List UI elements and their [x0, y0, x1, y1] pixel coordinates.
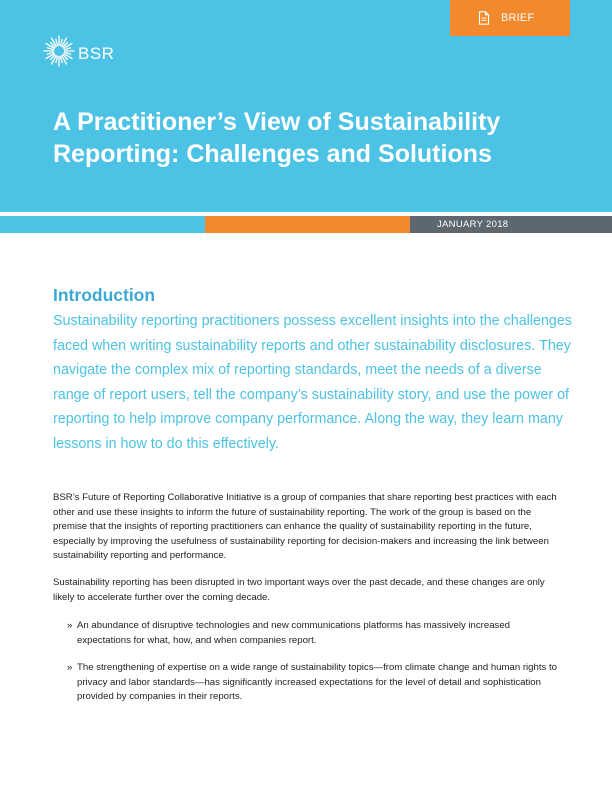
- brief-label: BRIEF: [501, 12, 535, 24]
- bullet-marker: »: [67, 620, 73, 631]
- color-bar-orange: [205, 216, 410, 233]
- page-title: A Practitioner’s View of Sustainability Reporting: Challenges and Solutions: [53, 108, 501, 168]
- logo-text: BSR: [78, 43, 115, 63]
- body-paragraph: Sustainability reporting has been disrupted in two important ways over the past decade, and these changes are only likely to accelerate further over the coming decade.: [53, 577, 545, 603]
- body-paragraph: BSR’s Future of Reporting Collaborative Initiative is a group of companies that share reporting best practices with each other and use these insights to inform the future of sustainability reporting. The work of the group is based on the premise that the insights of reporting practitioners can enhance the quality of sustainability reporting in the future, especially by improving the usefulness of sustainability reporting for decision-makers and increasing the link between sustainability reporting and performance.: [53, 492, 557, 561]
- brief-badge: [450, 0, 570, 36]
- list-item: [67, 661, 561, 705]
- document-icon: [478, 11, 490, 25]
- starburst-logo-icon: [43, 35, 75, 72]
- list-item-text: An abundance of disruptive technologies and new communications platforms has massively increased expectations for what, how, and when companies report.: [77, 620, 511, 646]
- color-bar-blue: [0, 216, 205, 233]
- bsr-logo: [43, 35, 114, 72]
- section-heading: Introduction: [53, 285, 156, 305]
- list-item-text: The strengthening of expertise on a wide range of sustainability topics—from climate change and human rights to privacy and labor standards—has significantly increased expectations for the level of detail and sophistication provided by companies in their reports.: [77, 662, 557, 702]
- bullet-marker: »: [67, 662, 73, 673]
- publication-date: JANUARY 2018: [437, 219, 509, 230]
- list-item: [67, 619, 561, 648]
- intro-lead-paragraph: Sustainability reporting practitioners possess excellent insights into the challenges faced when writing sustainability reports and other sustainability disclosures. They navigate the complex mix of reporting standards, meet the needs of a diverse range of report users, tell the company’s sustainability story, and use the power of reporting to help improve company performance. Along the way, they learn many lessons in how to do this effectively.: [53, 313, 572, 452]
